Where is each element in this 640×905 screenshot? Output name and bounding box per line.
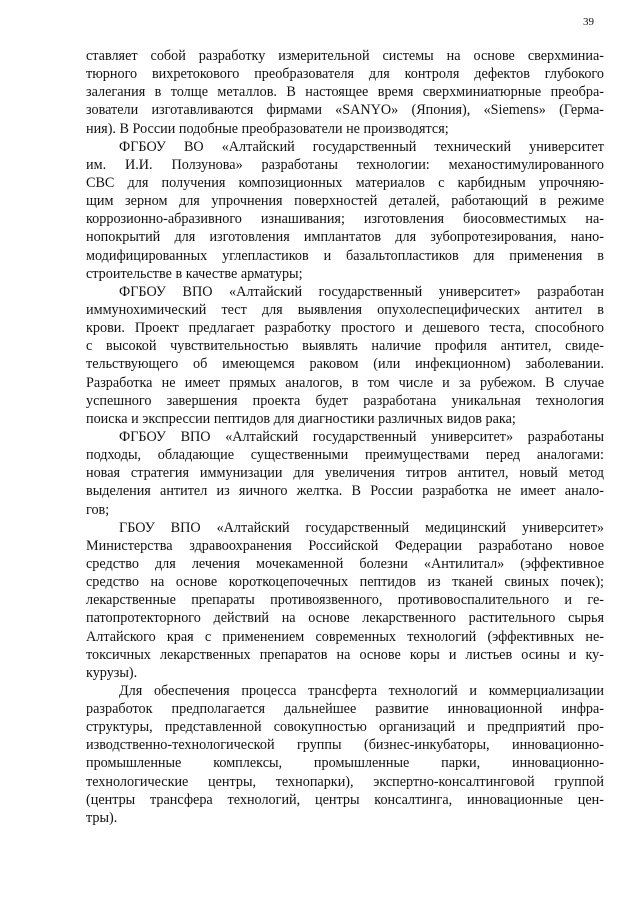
text-line: модифицированных углепластиков и базальтопластиков для применения в (86, 247, 604, 264)
text-line: промышленные комплексы, промышленные парки, инновационно- (86, 755, 604, 772)
text-line: крови. Проект предлагает разработку простого и дешевого теста, способного (86, 320, 604, 337)
text-line: строительстве в качестве арматуры; (86, 265, 303, 282)
text-line: Министерства здравоохранения Российской Федерации разработано новое (86, 537, 604, 554)
text-line: нопокрытий для изготовления имплантатов для зубопротезирования, нано- (86, 229, 604, 246)
text-line: ФГБОУ ВПО «Алтайский государственный университет» разработан (119, 283, 604, 300)
paragraph-4 (86, 428, 604, 519)
paragraph-2 (86, 138, 604, 283)
text-line: ФГБОУ ВПО «Алтайский государственный университет» разработаны (119, 428, 604, 445)
text-line: новая стратегия иммунизации для увеличения титров антител, новый метод (86, 465, 604, 482)
text-line: тюрного вихретокового преобразователя для контроля дефектов глубокого (86, 66, 604, 83)
text-line: подходы, обладающие существенными преимуществами перед аналогами: (86, 447, 604, 464)
text-line: разработок предполагается дальнейшее развитие инновационной инфра- (86, 701, 604, 718)
page-number: 39 (583, 16, 594, 28)
text-line: ГБОУ ВПО «Алтайский государственный медицинский университет» (119, 519, 604, 536)
text-line: лекарственные препараты противоязвенного, противовоспалительного и ге- (86, 592, 604, 609)
text-line: тры). (86, 809, 118, 826)
text-line: Разработка не имеет прямых аналогов, в том числе и за рубежом. В случае (86, 374, 604, 391)
text-line: тельствующего об имеющемся раковом (или инфекционном) заболевании. (86, 356, 604, 373)
text-line: (центры трансфера технологий, центры консалтинга, инновационные цен- (86, 791, 604, 808)
text-line: изводственно-технологической группы (бизнес-инкубаторы, инновационно- (86, 737, 604, 754)
text-line: Алтайского края с применением современных технологий (эффективных не- (86, 628, 604, 645)
paragraph-3 (86, 283, 604, 428)
text-line: токсичных лекарственных препаратов на основе коры и листьев осины и ку- (86, 646, 604, 663)
text-line: Для обеспечения процесса трансферта технологий и коммерциализации (119, 682, 604, 699)
text-line: с высокой чувствительностью выявлять наличие профиля антител, свиде- (86, 338, 604, 355)
text-line: курузы). (86, 664, 138, 681)
text-line: средство для лечения мочекаменной болезни «Антилитал» (эффективное (86, 555, 604, 572)
text-line: коррозионно-абразивного изнашивания; изготовления биосовместимых на- (86, 211, 604, 228)
body-text (86, 47, 604, 827)
text-line: щим зерном для упрочнения поверхностей деталей, работающий в режиме (86, 193, 604, 210)
text-line: поиска и экспрессии пептидов для диагностики различных видов рака; (86, 410, 516, 427)
paragraph-6 (86, 682, 604, 827)
text-line: технологические центры, технопарки), экспертно-консалтинговой группой (86, 773, 604, 790)
paragraph-5 (86, 519, 604, 682)
text-line: средство на основе короткоцепочечных пептидов из тканей свиных почек); (86, 574, 604, 591)
text-line: патопротекторного действий на основе лекарственного растительного сырья (86, 610, 604, 627)
text-line: ния). В России подобные преобразователи не производятся; (86, 120, 449, 137)
text-line: успешного завершения проекта будет разработана уникальная технология (86, 392, 604, 409)
text-line: зователи изготавливаются фирмами «SANYO» (Япония), «Siemens» (Герма- (86, 102, 604, 119)
paragraph-1 (86, 47, 604, 138)
text-line: залегания в толще металлов. В настоящее время сверхминиатюрные преобра- (86, 84, 604, 101)
text-line: им. И.И. Ползунова» разработаны технологии: механостимулированного (86, 156, 604, 173)
text-line: гов; (86, 501, 110, 518)
text-line: структуры, представленной совокупностью организаций и предприятий про- (86, 719, 604, 736)
text-line: иммунохимический тест для выявления опухолеспецифических антител в (86, 301, 604, 318)
text-line: СВС для получения композиционных материалов с карбидным упрочняю- (86, 174, 604, 191)
text-line: ставляет собой разработку измерительной системы на основе сверхминиа- (86, 48, 604, 64)
text-line: ФГБОУ ВО «Алтайский государственный технический университет (119, 138, 604, 155)
text-line: выделения антител из яичного желтка. В России разработка не имеет анало- (86, 483, 604, 500)
